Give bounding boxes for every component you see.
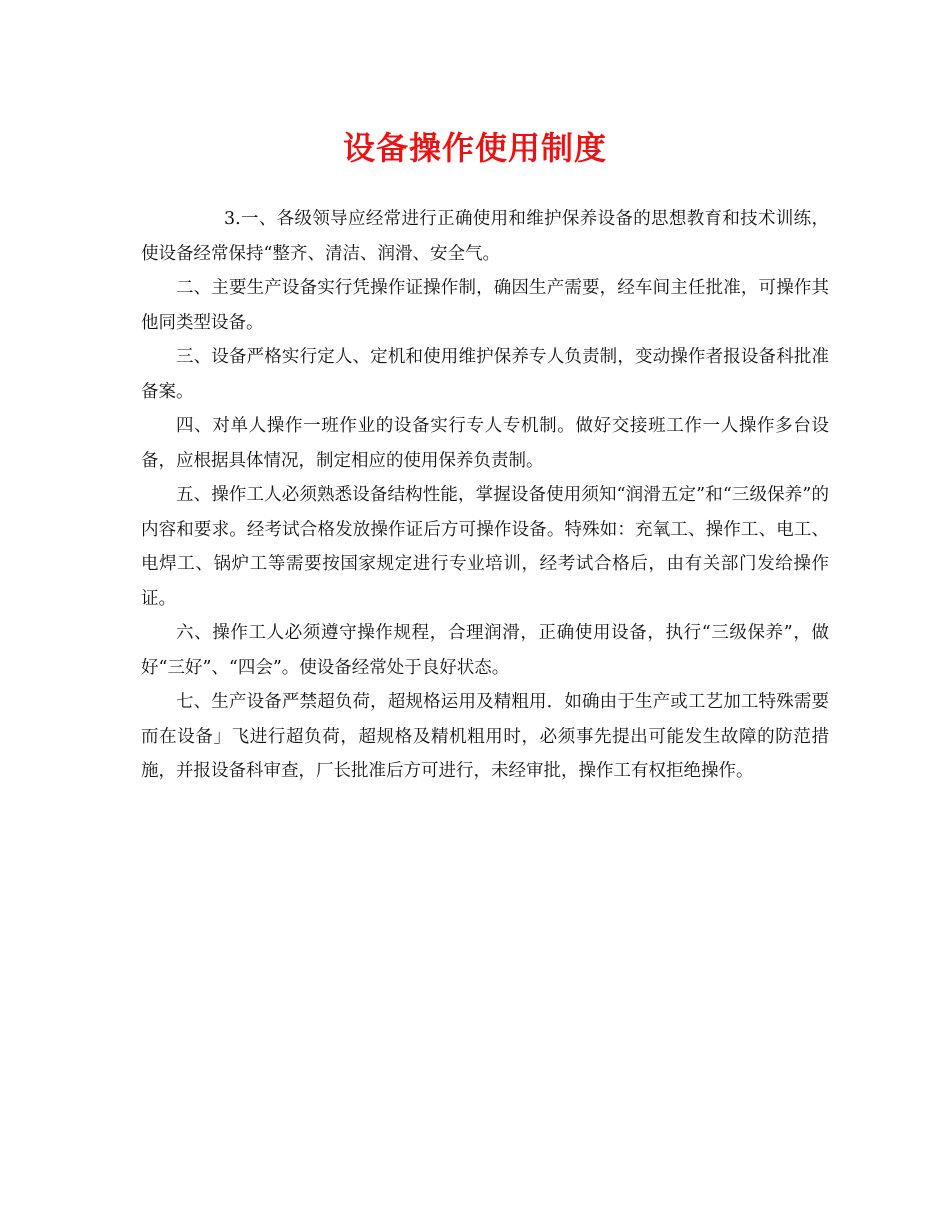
paragraph-6: 六、操作工人必须遵守操作规程，合理润滑，正确使用设备，执行“三级保养”，做好“三好”、“四会”。使设备经常处于良好状态。 — [141, 623, 829, 678]
paragraph-7: 七、生产设备严禁超负荷，超规格运用及精粗用．如确由于生产或工艺加工特殊需要而在设备」飞进行超负荷，超规格及精机粗用时，必须事先提出可能发生故障的防范措施，并报设备科审查，厂长批准后方可进行，未经审批，操作工有权拒绝操作。 — [141, 692, 829, 781]
paragraph-4: 四、对单人操作一班作业的设备实行专人专机制。做好交接班工作一人操作多台设备，应根据具体情况，制定相应的使用保养负责制。 — [141, 416, 829, 471]
document-body — [141, 202, 829, 789]
paragraph-3: 三、设备严格实行定人、定机和使用维护保养专人负责制，变动操作者报设备科批准备案。 — [141, 347, 829, 402]
paragraph-1: 3.一、各级领导应经常进行正确使用和维护保养设备的思想教育和技术训练，使设备经常保持“整齐、清洁、润滑、安全气。 — [141, 209, 829, 264]
document-title: 设备操作使用制度 — [342, 129, 607, 167]
paragraph-5: 五、操作工人必须熟悉设备结构性能，掌握设备使用须知“润滑五定”和“三级保养”的内容和要求。经考试合格发放操作证后方可操作设备。特殊如：充氧工、操作工、电工、电焊工、锅炉工等需要按国家规定进行专业培训，经考试合格后，由有关部门发给操作证。 — [141, 485, 829, 609]
paragraph-2: 二、主要生产设备实行凭操作证操作制，确因生产需要，经车间主任批准，可操作其他同类型设备。 — [141, 278, 829, 333]
